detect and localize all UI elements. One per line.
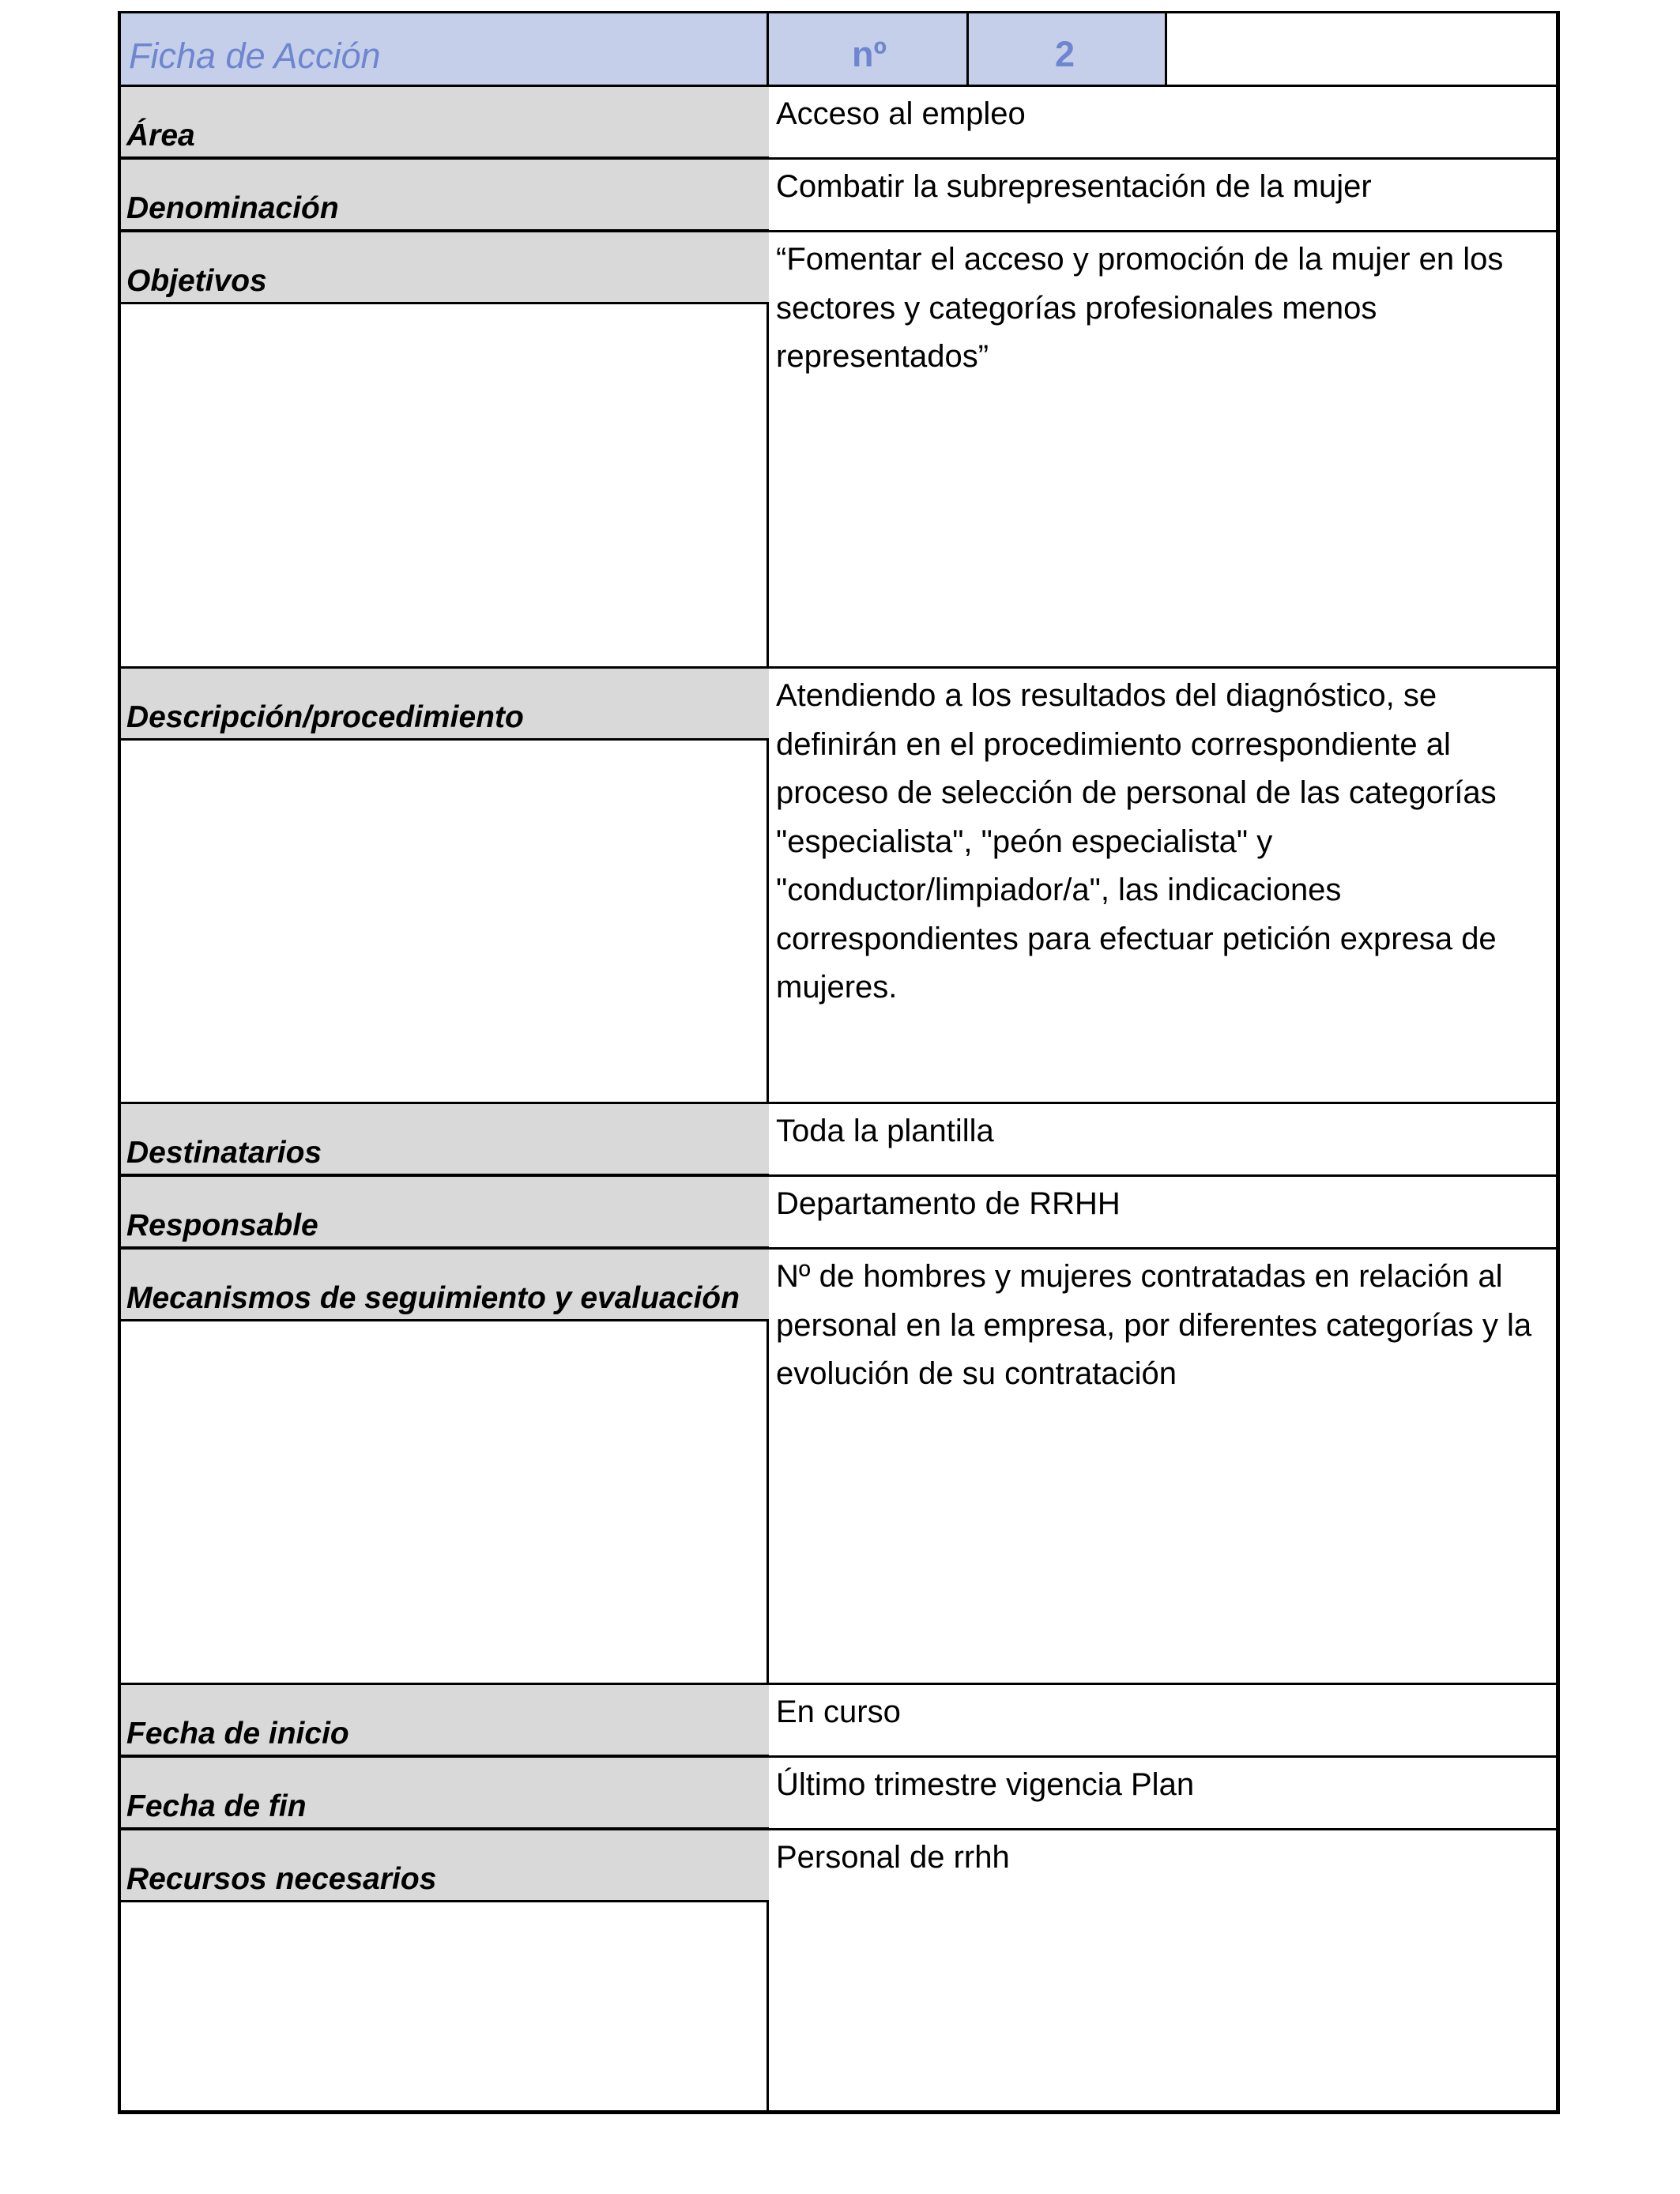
label-text: Responsable — [126, 1208, 318, 1242]
row-value-denominacion: Combatir la subrepresentación de la mujer — [776, 169, 1372, 204]
label-text: Recursos necesarios — [126, 1862, 437, 1896]
label-text: Fecha de fin — [126, 1789, 307, 1823]
row-label-descripcion — [121, 669, 769, 741]
row-value-objetivos: “Fomentar el acceso y promoción de la mujer en los sectores y categorías profesionales menos representados” — [776, 242, 1504, 374]
row-value-destinatarios: Toda la plantilla — [776, 1114, 994, 1148]
row-label-objetivos — [121, 232, 769, 304]
label-text: Área — [126, 119, 195, 153]
row-value-area: Acceso al empleo — [776, 96, 1026, 131]
row-value-fecha-inicio: En curso — [776, 1695, 901, 1729]
action-sheet-form — [118, 11, 1560, 2114]
row-label-mecanismos — [121, 1250, 769, 1321]
row-label-responsable — [121, 1177, 769, 1249]
row-label-recursos — [121, 1830, 769, 1902]
header-divider-1 — [767, 13, 769, 86]
label-text: Objetivos — [126, 264, 267, 298]
number-value: 2 — [1055, 34, 1075, 74]
number-label: nº — [852, 34, 887, 74]
row-label-destinatarios — [121, 1104, 769, 1176]
header-divider-2 — [966, 13, 969, 86]
label-text: Mecanismos de seguimiento y evaluación — [126, 1281, 740, 1315]
row-label-area — [121, 87, 769, 159]
row-value-recursos: Personal de rrhh — [776, 1840, 1010, 1875]
sheet-title: Ficha de Acción — [129, 36, 381, 76]
row-value-fecha-fin: Último trimestre vigencia Plan — [776, 1767, 1195, 1802]
row-label-fecha-inicio — [121, 1685, 769, 1757]
row-label-denominacion — [121, 160, 769, 232]
row-value-mecanismos: Nº de hombres y mujeres contratadas en relación al personal en la empresa, por diferentes categorías y la evolución de su contratación — [776, 1259, 1532, 1391]
row-value-responsable: Departamento de RRHH — [776, 1186, 1121, 1221]
header-divider-3 — [1165, 13, 1167, 86]
label-text: Fecha de inicio — [126, 1717, 349, 1751]
label-text: Denominación — [126, 191, 339, 225]
label-text: Destinatarios — [126, 1136, 322, 1170]
row-label-fecha-fin — [121, 1758, 769, 1830]
label-text: Descripción/procedimiento — [126, 700, 524, 734]
row-value-descripcion: Atendiendo a los resultados del diagnóstico, se definirán en el procedimiento correspondiente al proceso de selección de personal de las categorías "especialista", "peón especialista" y "conductor/limpiador/a", las indicaciones correspondientes para efectuar petición expresa de mujeres. — [776, 678, 1497, 1005]
